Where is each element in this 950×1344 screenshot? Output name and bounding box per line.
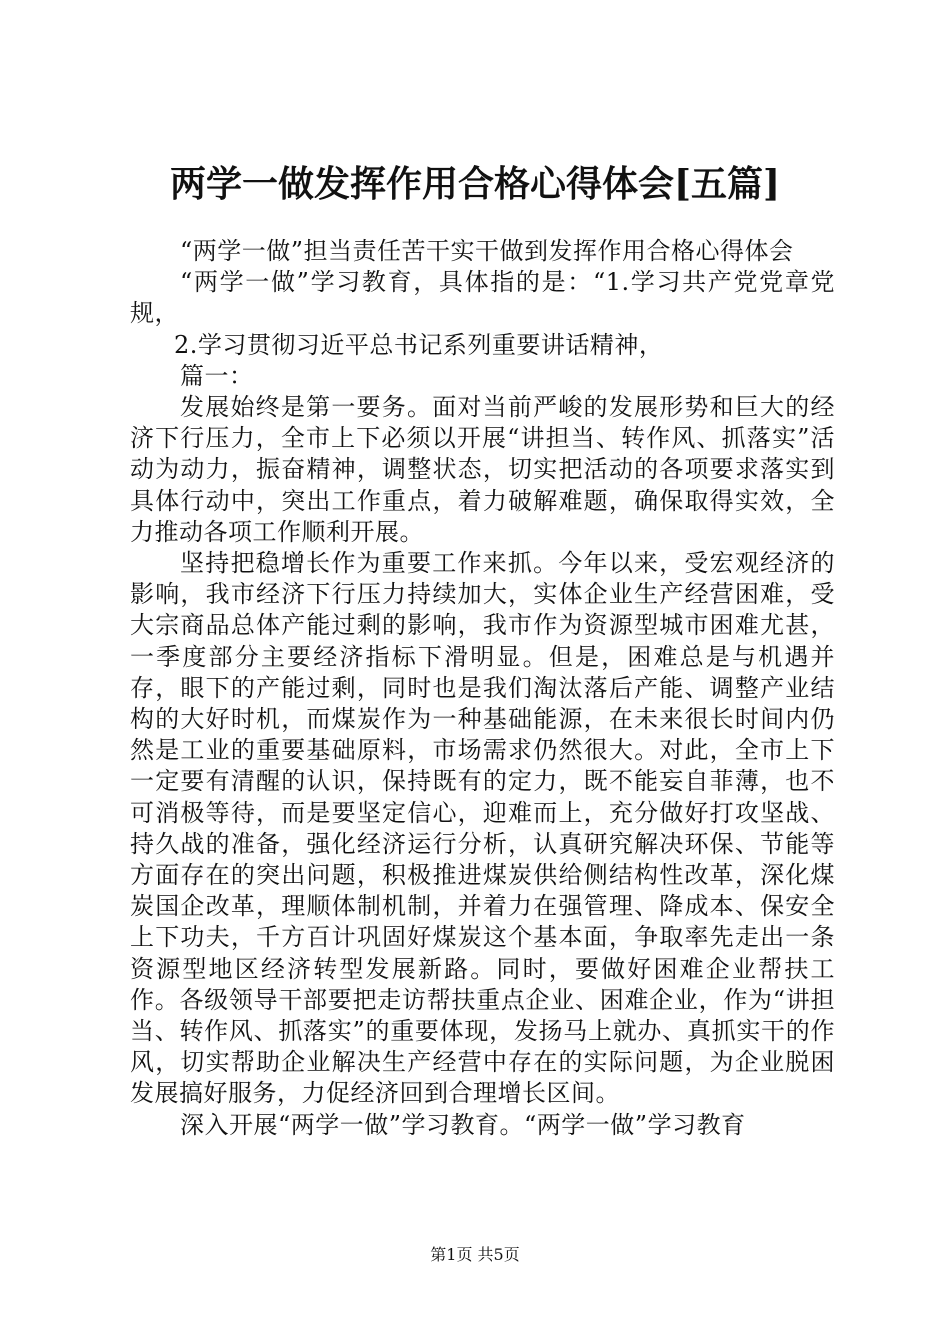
intro-paragraph: “两学一做”学习教育，具体指的是：“1.学习共产党党章党规，: [130, 268, 835, 328]
subtitle-paragraph: [130, 236, 835, 267]
document-body: [130, 236, 835, 1141]
page-footer: 第1页 共5页: [430, 1245, 520, 1264]
body-paragraph-1: 发展始终是第一要务。面对当前严峻的发展形势和巨大的经济下行压力，全市上下必须以开展“讲担当、转作风、抓落实”活动为动力，振奋精神，调整状态，切实把活动的各项要求落实到具体行动中，突出工作重点，着力破解难题，确保取得实效，全力推动各项工作顺利开展。: [130, 393, 835, 546]
section-label: 篇一：: [180, 361, 254, 390]
subtitle-text: “两学一做”担当责任苦干实干做到发挥作用合格心得体会: [180, 237, 794, 265]
body-paragraph-3: 深入开展“两学一做”学习教育。“两学一做”学习教育: [180, 1110, 746, 1139]
document-title: 两学一做发挥作用合格心得体会[五篇]: [169, 163, 781, 205]
item2-paragraph: 2.学习贯彻习近平总书记系列重要讲话精神，: [174, 330, 664, 359]
body-paragraph-2: 坚持把稳增长作为重要工作来抓。今年以来，受宏观经济的影响，我市经济下行压力持续加大，实体企业生产经营困难，受大宗商品总体产能过剩的影响，我市作为资源型城市困难尤甚，一季度部分主要经济指标下滑明显。但是，困难总是与机遇并存，眼下的产能过剩，同时也是我们淘汰落后产能、调整产业结构的大好时机，而煤炭作为一种基础能源，在未来很长时间内仍然是工业的重要基础原料，市场需求仍然很大。对此，全市上下一定要有清醒的认识，保持既有的定力，既不能妄自菲薄，也不可消极等待，而是要坚定信心，迎难而上，充分做好打攻坚战、持久战的准备，强化经济运行分析，认真研究解决环保、节能等方面存在的突出问题，积极推进煤炭供给侧结构性改革，深化煤炭国企改革，理顺体制机制，并着力在强管理、降成本、保安全上下功夫，千方百计巩固好煤炭这个基本面，争取率先走出一条资源型地区经济转型发展新路。同时，要做好困难企业帮扶工作。各级领导干部要把走访帮扶重点企业、困难企业，作为“讲担当、转作风、抓落实”的重要体现，发扬马上就办、真抓实干的作风，切实帮助企业解决生产经营中存在的实际问题，为企业脱困发展搞好服务，力促经济回到合理增长区间。: [130, 549, 835, 1108]
